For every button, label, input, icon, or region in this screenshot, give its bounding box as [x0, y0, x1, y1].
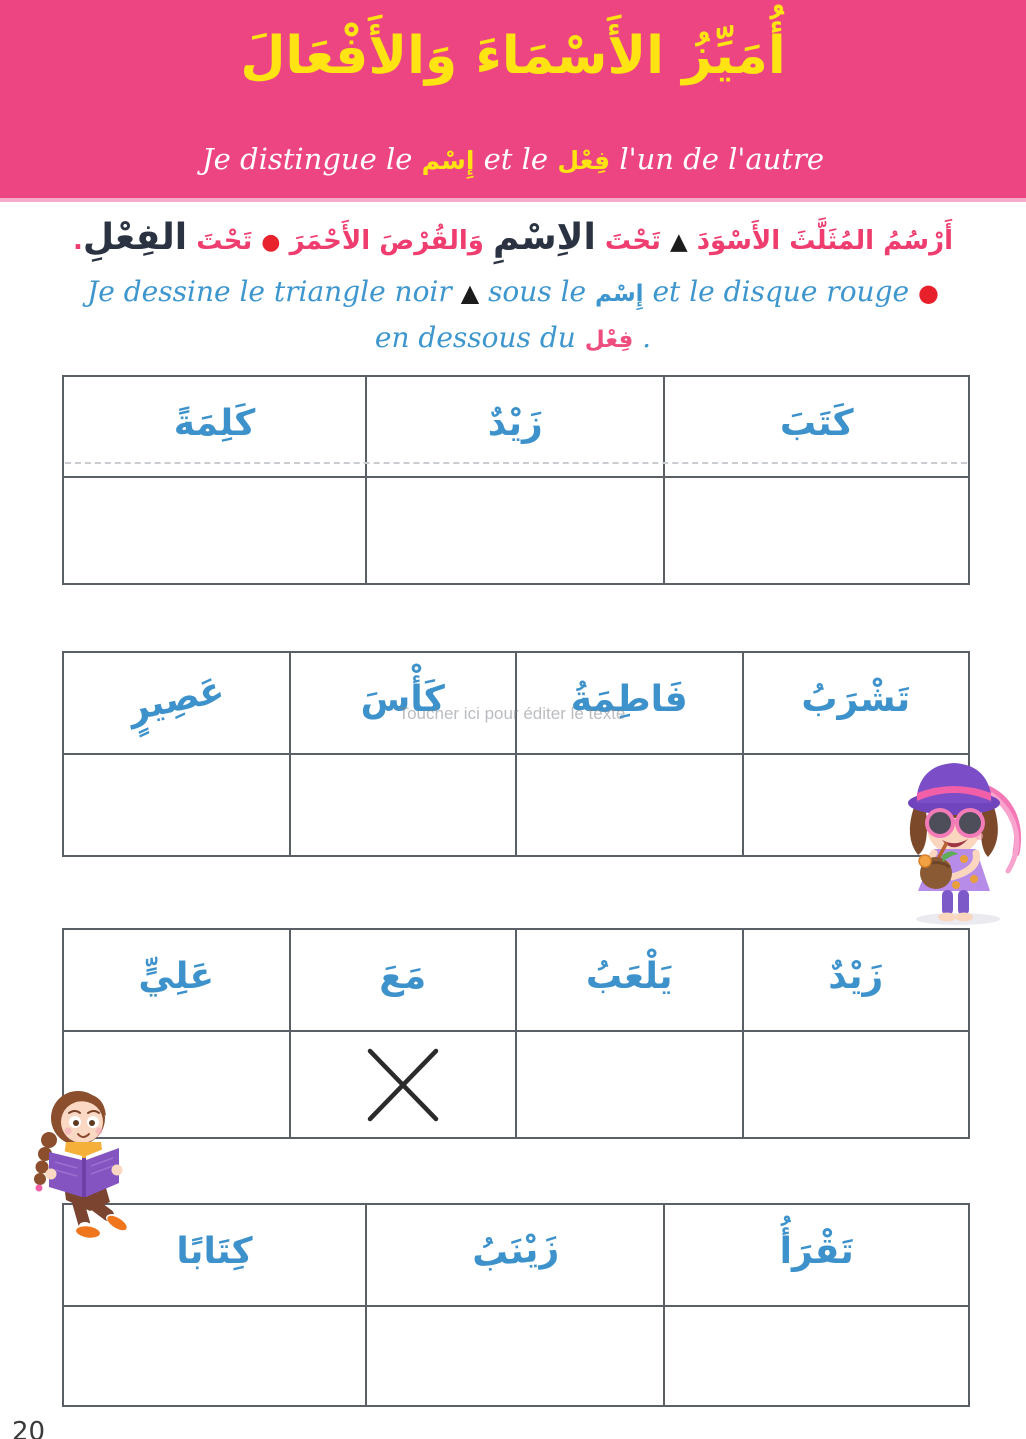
subtitle-text-3: l'un de l'autre — [619, 142, 824, 176]
instr-ar-period: . — [73, 226, 83, 256]
word-cell[interactable] — [366, 376, 664, 477]
answer-cell[interactable] — [63, 754, 290, 856]
answer-cell[interactable] — [366, 477, 664, 584]
answer-cell[interactable] — [290, 1031, 517, 1138]
instruction-arabic — [0, 218, 1026, 261]
instruction-french-line1 — [0, 274, 1026, 310]
instr-fr-period: . — [642, 321, 652, 354]
arabic-word: كَأْسَ — [360, 679, 445, 721]
word-table-4 — [62, 1203, 970, 1407]
word-cell[interactable] — [664, 1204, 969, 1306]
instr-fr-word-fil: فِعْل — [584, 327, 634, 353]
editor-watermark[interactable]: Toucher ici pour éditer le texte — [398, 704, 626, 723]
answer-cell[interactable] — [664, 1306, 969, 1406]
instr-fr-word-ism: إِسْم — [595, 281, 644, 307]
header-bottom-strip — [0, 198, 1026, 202]
word-cell[interactable] — [516, 652, 743, 754]
word-cell[interactable] — [290, 652, 517, 754]
subtitle-word-ism: إِسْم — [421, 146, 475, 175]
word-table-1 — [62, 375, 970, 585]
arabic-word: تَشْرَبُ — [801, 679, 911, 721]
arabic-word: مَعَ — [379, 956, 427, 998]
word-table-2 — [62, 651, 970, 857]
arabic-word: زَيْدٌ — [487, 402, 543, 444]
instr-ar-seg3: وَالقُرْصَ الأَحْمَرَ — [289, 226, 484, 256]
answer-cell[interactable] — [516, 754, 743, 856]
subtitle-text-1: Je distingue le — [202, 142, 413, 176]
word-cell[interactable] — [290, 929, 517, 1031]
page-subtitle-french — [0, 142, 1026, 176]
answer-cell[interactable] — [516, 1031, 743, 1138]
x-mark-icon — [363, 1045, 443, 1125]
instr-ar-word-verb: الفِعْلِ — [82, 217, 188, 258]
black-triangle-icon: ▲ — [669, 229, 688, 255]
word-cell[interactable] — [63, 929, 290, 1031]
instr-ar-seg4: تَحْتَ — [196, 226, 253, 256]
word-cell[interactable] — [743, 929, 970, 1031]
arabic-word: تَقْرَأُ — [779, 1231, 854, 1273]
red-disc-icon: ● — [261, 230, 281, 255]
arabic-word: كَلِمَةً — [173, 402, 256, 444]
instr-ar-seg1: أَرْسُمُ المُثَلَّثَ الأَسْوَدَ — [696, 226, 953, 256]
answer-cell[interactable] — [743, 1031, 970, 1138]
instr-ar-seg2: تَحْتَ — [604, 226, 661, 256]
arabic-word: زَيْدٌ — [828, 956, 884, 998]
arabic-word: عَصِيرٍ — [123, 669, 228, 730]
subtitle-word-fil: فِعْل — [557, 146, 611, 175]
arabic-word: زَيْنَبُ — [469, 1227, 561, 1276]
instr-fr-seg1: Je dessine le triangle noir — [87, 275, 452, 308]
word-cell[interactable] — [366, 1204, 664, 1306]
subtitle-text-2: et le — [483, 142, 549, 176]
red-disc-icon: ● — [917, 279, 939, 307]
page-title-arabic: أُمَيِّزُ الأَسْمَاءَ وَالأَفْعَالَ — [240, 26, 786, 86]
word-cell[interactable] — [664, 376, 969, 477]
black-triangle-icon: ▲ — [460, 279, 480, 307]
header-banner — [0, 0, 1026, 202]
instr-fr-seg2: sous le — [488, 275, 587, 308]
answer-cell[interactable] — [290, 754, 517, 856]
instr-ar-word-noun: الاِسْمِ — [493, 217, 596, 258]
character-girl-drinking — [890, 751, 1026, 927]
word-cell[interactable] — [516, 929, 743, 1031]
answer-cell[interactable] — [664, 477, 969, 584]
arabic-word: كَتَبَ — [779, 402, 854, 444]
instr-fr-seg4: en dessous du — [374, 321, 576, 354]
arabic-word: فَاطِمَةُ — [570, 679, 688, 721]
word-table-3 — [62, 928, 970, 1139]
instruction-french-line2 — [0, 320, 1026, 356]
character-girl-reading — [22, 1084, 146, 1240]
arabic-word: يَلْعَبُ — [585, 956, 673, 998]
answer-cell[interactable] — [63, 1306, 366, 1406]
word-cell[interactable] — [743, 652, 970, 754]
arabic-word: عَلِيٍّ — [138, 956, 215, 998]
answer-cell[interactable] — [63, 477, 366, 584]
page-number: 20 — [12, 1417, 46, 1439]
arabic-word: كِتَابًا — [176, 1231, 253, 1273]
instr-fr-seg3: et le disque rouge — [652, 275, 910, 308]
answer-cell[interactable] — [366, 1306, 664, 1406]
word-cell[interactable] — [63, 652, 290, 754]
word-cell[interactable] — [63, 376, 366, 477]
